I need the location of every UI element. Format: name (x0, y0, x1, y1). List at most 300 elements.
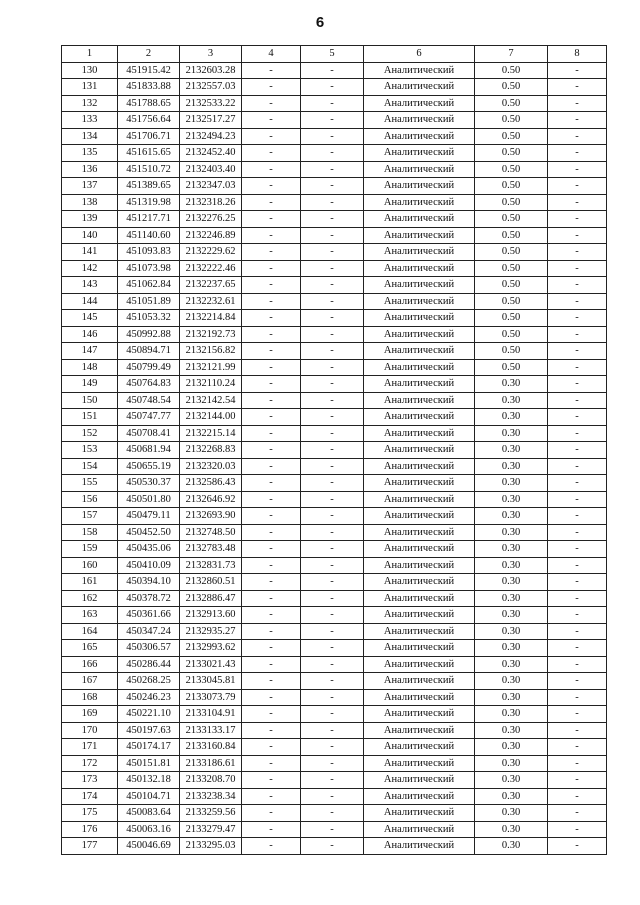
table-cell: Аналитический (364, 557, 475, 574)
table-cell: - (301, 62, 364, 79)
table-cell: - (548, 425, 607, 442)
table-cell: 0.30 (475, 574, 548, 591)
table-cell: - (242, 112, 301, 129)
table-cell: Аналитический (364, 62, 475, 79)
table-cell: 451389.65 (118, 178, 180, 195)
table-cell: 450748.54 (118, 392, 180, 409)
table-cell: - (301, 145, 364, 162)
table-cell: 451706.71 (118, 128, 180, 145)
table-cell: 137 (62, 178, 118, 195)
table-cell: 2133045.81 (180, 673, 242, 690)
table-row (62, 755, 607, 772)
table-cell: Аналитический (364, 541, 475, 558)
table-cell: 450992.88 (118, 326, 180, 343)
table-cell: 162 (62, 590, 118, 607)
table-cell: 450083.64 (118, 805, 180, 822)
table-cell: - (242, 425, 301, 442)
table-cell: Аналитический (364, 623, 475, 640)
table-cell: - (301, 194, 364, 211)
table-cell: - (301, 425, 364, 442)
table-row (62, 161, 607, 178)
table-row (62, 772, 607, 789)
table-cell: Аналитический (364, 293, 475, 310)
table-cell: - (301, 508, 364, 525)
table-cell: Аналитический (364, 673, 475, 690)
table-cell: - (301, 310, 364, 327)
table-cell: Аналитический (364, 508, 475, 525)
table-cell: - (301, 772, 364, 789)
table-cell: - (301, 293, 364, 310)
table-cell: 2132831.73 (180, 557, 242, 574)
table-cell: 2132268.83 (180, 442, 242, 459)
table-cell: 2132403.40 (180, 161, 242, 178)
table-cell: 2132586.43 (180, 475, 242, 492)
table-cell: 0.50 (475, 293, 548, 310)
table-cell: - (548, 79, 607, 96)
table-row (62, 112, 607, 129)
table-cell: 165 (62, 640, 118, 657)
table-cell: 2132693.90 (180, 508, 242, 525)
table-cell: - (548, 640, 607, 657)
table-cell: - (301, 359, 364, 376)
table-cell: 159 (62, 541, 118, 558)
table-row (62, 326, 607, 343)
table-cell: Аналитический (364, 161, 475, 178)
table-cell: - (242, 326, 301, 343)
table-cell: - (242, 194, 301, 211)
coordinates-table (61, 45, 607, 855)
table-cell: - (548, 772, 607, 789)
column-header: 2 (118, 46, 180, 63)
table-cell: 0.30 (475, 557, 548, 574)
table-cell: 155 (62, 475, 118, 492)
table-cell: 451756.64 (118, 112, 180, 129)
table-row (62, 95, 607, 112)
table-cell: - (242, 227, 301, 244)
table-cell: 167 (62, 673, 118, 690)
table-cell: 450708.41 (118, 425, 180, 442)
table-cell: Аналитический (364, 722, 475, 739)
table-cell: 148 (62, 359, 118, 376)
table-cell: 2132452.40 (180, 145, 242, 162)
table-cell: - (548, 689, 607, 706)
table-row (62, 623, 607, 640)
table-cell: - (301, 590, 364, 607)
table-cell: Аналитический (364, 260, 475, 277)
table-cell: 2132121.99 (180, 359, 242, 376)
table-cell: - (301, 574, 364, 591)
table-cell: - (242, 277, 301, 294)
table-cell: 131 (62, 79, 118, 96)
table-cell: - (242, 178, 301, 195)
table-row (62, 821, 607, 838)
table-cell: - (242, 722, 301, 739)
table-cell: 2132557.03 (180, 79, 242, 96)
table-cell: 2132215.14 (180, 425, 242, 442)
table-cell: - (301, 79, 364, 96)
table-row (62, 607, 607, 624)
table-cell: 0.30 (475, 508, 548, 525)
table-cell: 2132214.84 (180, 310, 242, 327)
table-cell: 0.30 (475, 376, 548, 393)
table-cell: - (301, 211, 364, 228)
table-cell: Аналитический (364, 425, 475, 442)
table-cell: Аналитический (364, 95, 475, 112)
table-cell: Аналитический (364, 79, 475, 96)
table-cell: 130 (62, 62, 118, 79)
table-cell: 0.50 (475, 145, 548, 162)
table-cell: 168 (62, 689, 118, 706)
table-cell: - (548, 359, 607, 376)
table-cell: 157 (62, 508, 118, 525)
table-cell: 2132246.89 (180, 227, 242, 244)
table-row (62, 491, 607, 508)
table-cell: - (548, 838, 607, 855)
table-cell: - (242, 244, 301, 261)
table-cell: - (301, 739, 364, 756)
table-cell: - (242, 95, 301, 112)
table-cell: 450530.37 (118, 475, 180, 492)
table-cell: Аналитический (364, 244, 475, 261)
table-cell: - (548, 623, 607, 640)
table-cell: - (242, 293, 301, 310)
table-cell: 2133073.79 (180, 689, 242, 706)
table-cell: 175 (62, 805, 118, 822)
table-cell: 151 (62, 409, 118, 426)
table-cell: - (242, 442, 301, 459)
table-cell: Аналитический (364, 524, 475, 541)
table-row (62, 508, 607, 525)
table-cell: - (301, 475, 364, 492)
table-cell: 149 (62, 376, 118, 393)
table-cell: 135 (62, 145, 118, 162)
table-cell: 156 (62, 491, 118, 508)
table-cell: - (301, 458, 364, 475)
table-cell: - (301, 656, 364, 673)
column-header: 7 (475, 46, 548, 63)
table-cell: 2132494.23 (180, 128, 242, 145)
table-cell: - (548, 244, 607, 261)
table-cell: 0.30 (475, 805, 548, 822)
table-cell: - (301, 260, 364, 277)
table-cell: - (548, 194, 607, 211)
table-cell: - (242, 310, 301, 327)
table-cell: 2132603.28 (180, 62, 242, 79)
table-cell: Аналитический (364, 211, 475, 228)
table-cell: - (242, 590, 301, 607)
table-cell: - (301, 95, 364, 112)
table-cell: - (548, 128, 607, 145)
table-cell: 2132232.61 (180, 293, 242, 310)
table-cell: 450410.09 (118, 557, 180, 574)
table-cell: 0.50 (475, 178, 548, 195)
table-cell: 176 (62, 821, 118, 838)
table-cell: - (242, 673, 301, 690)
table-cell: - (301, 541, 364, 558)
table-cell: 0.50 (475, 128, 548, 145)
table-row (62, 145, 607, 162)
table-cell: 166 (62, 656, 118, 673)
table-cell: Аналитический (364, 359, 475, 376)
table-cell: - (242, 821, 301, 838)
table-cell: 2133279.47 (180, 821, 242, 838)
table-cell: - (242, 62, 301, 79)
table-cell: 451053.32 (118, 310, 180, 327)
table-row (62, 409, 607, 426)
table-cell: 0.30 (475, 838, 548, 855)
table-cell: - (242, 557, 301, 574)
table-cell: 2132318.26 (180, 194, 242, 211)
table-cell: - (548, 260, 607, 277)
table-cell: Аналитический (364, 706, 475, 723)
table-cell: 2132517.27 (180, 112, 242, 129)
table-cell: Аналитический (364, 805, 475, 822)
table-cell: - (242, 706, 301, 723)
table-cell: Аналитический (364, 838, 475, 855)
table-cell: 450764.83 (118, 376, 180, 393)
table-cell: 450452.50 (118, 524, 180, 541)
table-row (62, 541, 607, 558)
table-cell: - (301, 277, 364, 294)
table-cell: 0.50 (475, 260, 548, 277)
table-cell: - (548, 706, 607, 723)
table-cell: Аналитический (364, 178, 475, 195)
table-cell: Аналитический (364, 772, 475, 789)
table-cell: 0.30 (475, 673, 548, 690)
table-cell: - (242, 475, 301, 492)
table-cell: 0.50 (475, 161, 548, 178)
table-cell: - (548, 458, 607, 475)
table-cell: - (301, 706, 364, 723)
table-cell: - (548, 326, 607, 343)
table-cell: - (548, 442, 607, 459)
table-cell: - (548, 62, 607, 79)
table-cell: Аналитический (364, 739, 475, 756)
column-header: 6 (364, 46, 475, 63)
table-row (62, 706, 607, 723)
table-cell: 0.30 (475, 458, 548, 475)
table-cell: 169 (62, 706, 118, 723)
table-cell: 450063.16 (118, 821, 180, 838)
table-cell: 0.30 (475, 722, 548, 739)
table-cell: 450306.57 (118, 640, 180, 657)
table-row (62, 194, 607, 211)
table-cell: 0.50 (475, 227, 548, 244)
table-row (62, 260, 607, 277)
table-cell: - (548, 673, 607, 690)
column-header: 4 (242, 46, 301, 63)
table-cell: 450221.10 (118, 706, 180, 723)
table-cell: Аналитический (364, 755, 475, 772)
table-cell: 0.30 (475, 739, 548, 756)
table-cell: 0.50 (475, 244, 548, 261)
table-cell: 146 (62, 326, 118, 343)
table-cell: 450246.23 (118, 689, 180, 706)
table-cell: - (301, 788, 364, 805)
table-cell: 2132144.00 (180, 409, 242, 426)
table-cell: 2132222.46 (180, 260, 242, 277)
column-header: 8 (548, 46, 607, 63)
table-cell: 161 (62, 574, 118, 591)
table-cell: - (548, 343, 607, 360)
table-cell: - (301, 805, 364, 822)
table-cell: 0.50 (475, 343, 548, 360)
table-cell: 163 (62, 607, 118, 624)
table-cell: 2132110.24 (180, 376, 242, 393)
table-cell: Аналитический (364, 788, 475, 805)
table-cell: Аналитический (364, 491, 475, 508)
table-cell: 0.30 (475, 442, 548, 459)
table-cell: 139 (62, 211, 118, 228)
table-cell: 0.50 (475, 95, 548, 112)
column-header: 3 (180, 46, 242, 63)
table-cell: 450286.44 (118, 656, 180, 673)
table-cell: - (242, 689, 301, 706)
table-cell: 450046.69 (118, 838, 180, 855)
column-header: 5 (301, 46, 364, 63)
table-cell: - (548, 376, 607, 393)
table-cell: 0.30 (475, 788, 548, 805)
table-cell: 450268.25 (118, 673, 180, 690)
table-cell: Аналитический (364, 326, 475, 343)
table-cell: 451140.60 (118, 227, 180, 244)
table-cell: 2132142.54 (180, 392, 242, 409)
table-cell: Аналитический (364, 112, 475, 129)
table-cell: Аналитический (364, 458, 475, 475)
table-cell: 143 (62, 277, 118, 294)
table-cell: - (301, 821, 364, 838)
table-cell: - (548, 392, 607, 409)
table-cell: 2132229.62 (180, 244, 242, 261)
table-cell: - (301, 343, 364, 360)
table-cell: - (301, 640, 364, 657)
table-cell: 450361.66 (118, 607, 180, 624)
table-cell: - (301, 161, 364, 178)
table-cell: 2133238.34 (180, 788, 242, 805)
table-cell: 2132237.65 (180, 277, 242, 294)
table-cell: - (242, 343, 301, 360)
table-cell: 0.30 (475, 392, 548, 409)
table-cell: 133 (62, 112, 118, 129)
table-cell: - (242, 508, 301, 525)
table-cell: - (242, 260, 301, 277)
table-cell: 2132156.82 (180, 343, 242, 360)
table-row (62, 343, 607, 360)
table-cell: - (548, 805, 607, 822)
table-cell: - (548, 277, 607, 294)
table-cell: - (548, 755, 607, 772)
page-number: 6 (315, 14, 325, 31)
table-cell: - (548, 722, 607, 739)
table-row (62, 128, 607, 145)
table-cell: 170 (62, 722, 118, 739)
table-cell: - (301, 392, 364, 409)
table-cell: - (301, 326, 364, 343)
table-cell: 158 (62, 524, 118, 541)
table-cell: - (301, 491, 364, 508)
table-cell: - (548, 739, 607, 756)
table-cell: 2133021.43 (180, 656, 242, 673)
table-cell: Аналитический (364, 442, 475, 459)
table-cell: Аналитический (364, 376, 475, 393)
table-cell: 0.30 (475, 409, 548, 426)
table-cell: 451093.83 (118, 244, 180, 261)
table-cell: 144 (62, 293, 118, 310)
table-cell: 450894.71 (118, 343, 180, 360)
table-cell: 450104.71 (118, 788, 180, 805)
table-row (62, 640, 607, 657)
table-cell: - (548, 161, 607, 178)
table-cell: - (301, 524, 364, 541)
table-row (62, 656, 607, 673)
table-cell: 0.30 (475, 491, 548, 508)
table-cell: 2133295.03 (180, 838, 242, 855)
table-cell: 177 (62, 838, 118, 855)
table-cell: 152 (62, 425, 118, 442)
table-cell: - (548, 475, 607, 492)
table-cell: - (242, 788, 301, 805)
table-cell: 450799.49 (118, 359, 180, 376)
table-cell: - (301, 838, 364, 855)
table-cell: Аналитический (364, 277, 475, 294)
table-cell: 450394.10 (118, 574, 180, 591)
table-cell: - (548, 409, 607, 426)
table-cell: 2132935.27 (180, 623, 242, 640)
table-cell: 0.30 (475, 821, 548, 838)
table-cell: 2132646.92 (180, 491, 242, 508)
table-cell: Аналитический (364, 475, 475, 492)
table-cell: 171 (62, 739, 118, 756)
table-cell: 153 (62, 442, 118, 459)
table-cell: 451915.42 (118, 62, 180, 79)
table-cell: 450747.77 (118, 409, 180, 426)
table-cell: - (548, 524, 607, 541)
table-row (62, 475, 607, 492)
table-cell: 450151.81 (118, 755, 180, 772)
table-cell: Аналитический (364, 145, 475, 162)
table-cell: Аналитический (364, 607, 475, 624)
table-cell: 0.30 (475, 607, 548, 624)
table-row (62, 805, 607, 822)
table-cell: Аналитический (364, 409, 475, 426)
table-cell: 451615.65 (118, 145, 180, 162)
table-cell: 147 (62, 343, 118, 360)
table-cell: - (242, 458, 301, 475)
table-row (62, 277, 607, 294)
table-cell: 0.50 (475, 277, 548, 294)
table-cell: 0.30 (475, 689, 548, 706)
table-cell: 0.30 (475, 590, 548, 607)
table-cell: - (242, 524, 301, 541)
table-cell: Аналитический (364, 128, 475, 145)
table-cell: 2132320.03 (180, 458, 242, 475)
table-row (62, 722, 607, 739)
table-row (62, 62, 607, 79)
table-cell: 2133259.56 (180, 805, 242, 822)
table-body (62, 62, 607, 854)
table-cell: 0.30 (475, 623, 548, 640)
table-cell: - (548, 508, 607, 525)
table-cell: - (242, 607, 301, 624)
table-cell: Аналитический (364, 194, 475, 211)
table-cell: - (548, 293, 607, 310)
table-cell: Аналитический (364, 392, 475, 409)
table-cell: 164 (62, 623, 118, 640)
table-cell: - (242, 79, 301, 96)
table-cell: - (548, 541, 607, 558)
table-cell: 0.30 (475, 524, 548, 541)
table-cell: 0.50 (475, 194, 548, 211)
